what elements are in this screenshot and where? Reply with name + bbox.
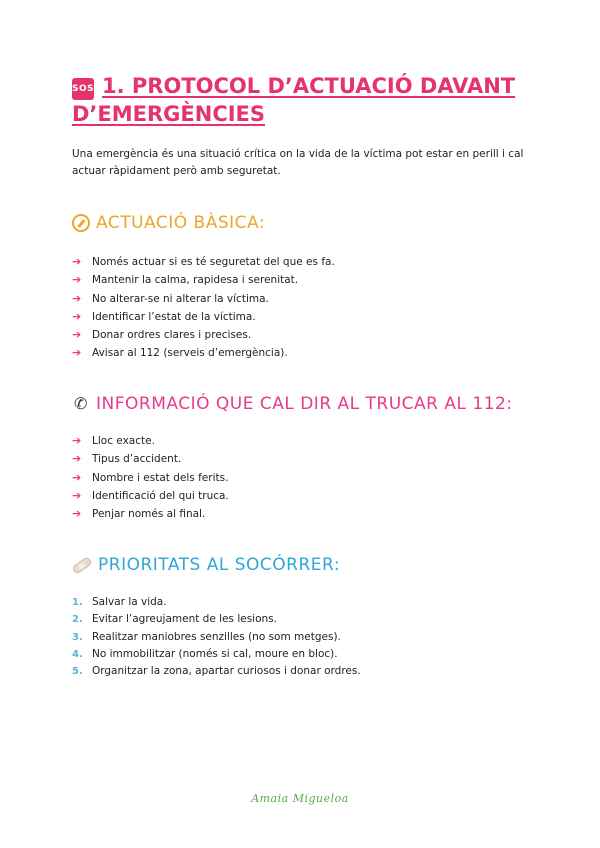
author-signature: Amaia Migueloa — [251, 792, 349, 805]
list-item — [72, 450, 229, 468]
list-item — [72, 308, 335, 326]
arrow-right-icon: ➔ — [72, 507, 82, 521]
list-item — [72, 629, 361, 646]
page-title-text: 1. PROTOCOL D’ACTUACIÓ DAVANT D’EMERGÈNCIES — [72, 74, 516, 126]
section-heading-text: PRIORITATS AL SOCÓRRER: — [98, 555, 341, 575]
list-item — [72, 271, 335, 289]
arrow-right-icon: ➔ — [72, 273, 82, 287]
list-item-text: Donar ordres clares i precises. — [92, 329, 252, 342]
list-item-text: Identificar l’estat de la víctima. — [92, 310, 256, 323]
list-item-text: Avisar al 112 (serveis d’emergència). — [92, 347, 288, 360]
list-item-text: Salvar la vida. — [92, 596, 167, 608]
list-item — [72, 505, 229, 523]
bandage-icon — [71, 556, 93, 575]
list-number: 5. — [72, 666, 83, 678]
intro-paragraph: Una emergència és una situació crítica on la vida de la víctima pot estar en perill i cal actuar ràpidament però amb seguretat. — [72, 148, 524, 177]
list-item — [72, 594, 361, 611]
list-number: 1. — [72, 597, 83, 608]
arrow-right-icon: ➔ — [72, 291, 82, 305]
list-item-text: Realitzar maniobres senzilles (no som metges). — [92, 630, 341, 643]
sos-icon: SOS — [72, 78, 94, 100]
list-item — [72, 646, 361, 663]
list-item — [72, 432, 229, 450]
list-item — [72, 326, 335, 344]
basic-action-list — [72, 253, 335, 363]
list-item — [72, 487, 229, 505]
list-number: 4. — [72, 648, 83, 660]
list-item — [72, 469, 229, 487]
section-heading-basic — [72, 212, 265, 234]
list-item-text: Nombre i estat dels ferits. — [92, 471, 229, 484]
list-item-text: Evitar l’agreujament de les lesions. — [92, 613, 277, 626]
list-item-text: No alterar-se ni alterar la víctima. — [92, 292, 269, 305]
list-item-text: Tipus d’accident. — [92, 453, 182, 466]
page-title — [72, 72, 532, 128]
section-heading-priorities — [72, 554, 340, 576]
list-item-text: Organitzar la zona, apartar curiosos i donar ordres. — [92, 665, 361, 678]
list-number: 2. — [72, 614, 83, 626]
list-item — [72, 663, 361, 680]
list-item-text: Mantenir la calma, rapidesa i serenitat. — [92, 274, 299, 287]
arrow-right-icon: ➔ — [72, 309, 82, 323]
arrow-right-icon: ➔ — [72, 328, 82, 342]
arrow-right-icon: ➔ — [72, 452, 82, 466]
list-item — [72, 611, 361, 628]
arrow-right-icon: ➔ — [72, 434, 82, 447]
arrow-right-icon: ➔ — [72, 346, 82, 360]
list-item-text: Només actuar si es té seguretat del que es fa. — [92, 256, 335, 268]
section-heading-text: ACTUACIÓ BÀSICA: — [96, 213, 266, 233]
list-item — [72, 344, 335, 362]
call-info-list — [72, 432, 229, 523]
section-heading-text: INFORMACIÓ QUE CAL DIR AL TRUCAR AL 112: — [96, 394, 513, 414]
list-item — [72, 253, 335, 271]
list-item-text: No immobilitzar (només si cal, moure en bloc). — [92, 647, 338, 660]
phone-icon: ✆ — [74, 394, 88, 413]
list-item — [72, 290, 335, 308]
arrow-right-icon: ➔ — [72, 488, 82, 502]
list-item-text: Identificació del qui truca. — [92, 489, 229, 502]
list-item-text: Lloc exacte. — [92, 435, 155, 447]
arrow-right-icon: ➔ — [72, 255, 82, 268]
priorities-list — [72, 594, 361, 680]
arrow-right-icon: ➔ — [72, 470, 82, 484]
compass-icon — [72, 214, 90, 232]
list-number: 3. — [72, 631, 83, 643]
section-heading-info — [72, 393, 513, 415]
list-item-text: Penjar només al final. — [92, 508, 206, 521]
